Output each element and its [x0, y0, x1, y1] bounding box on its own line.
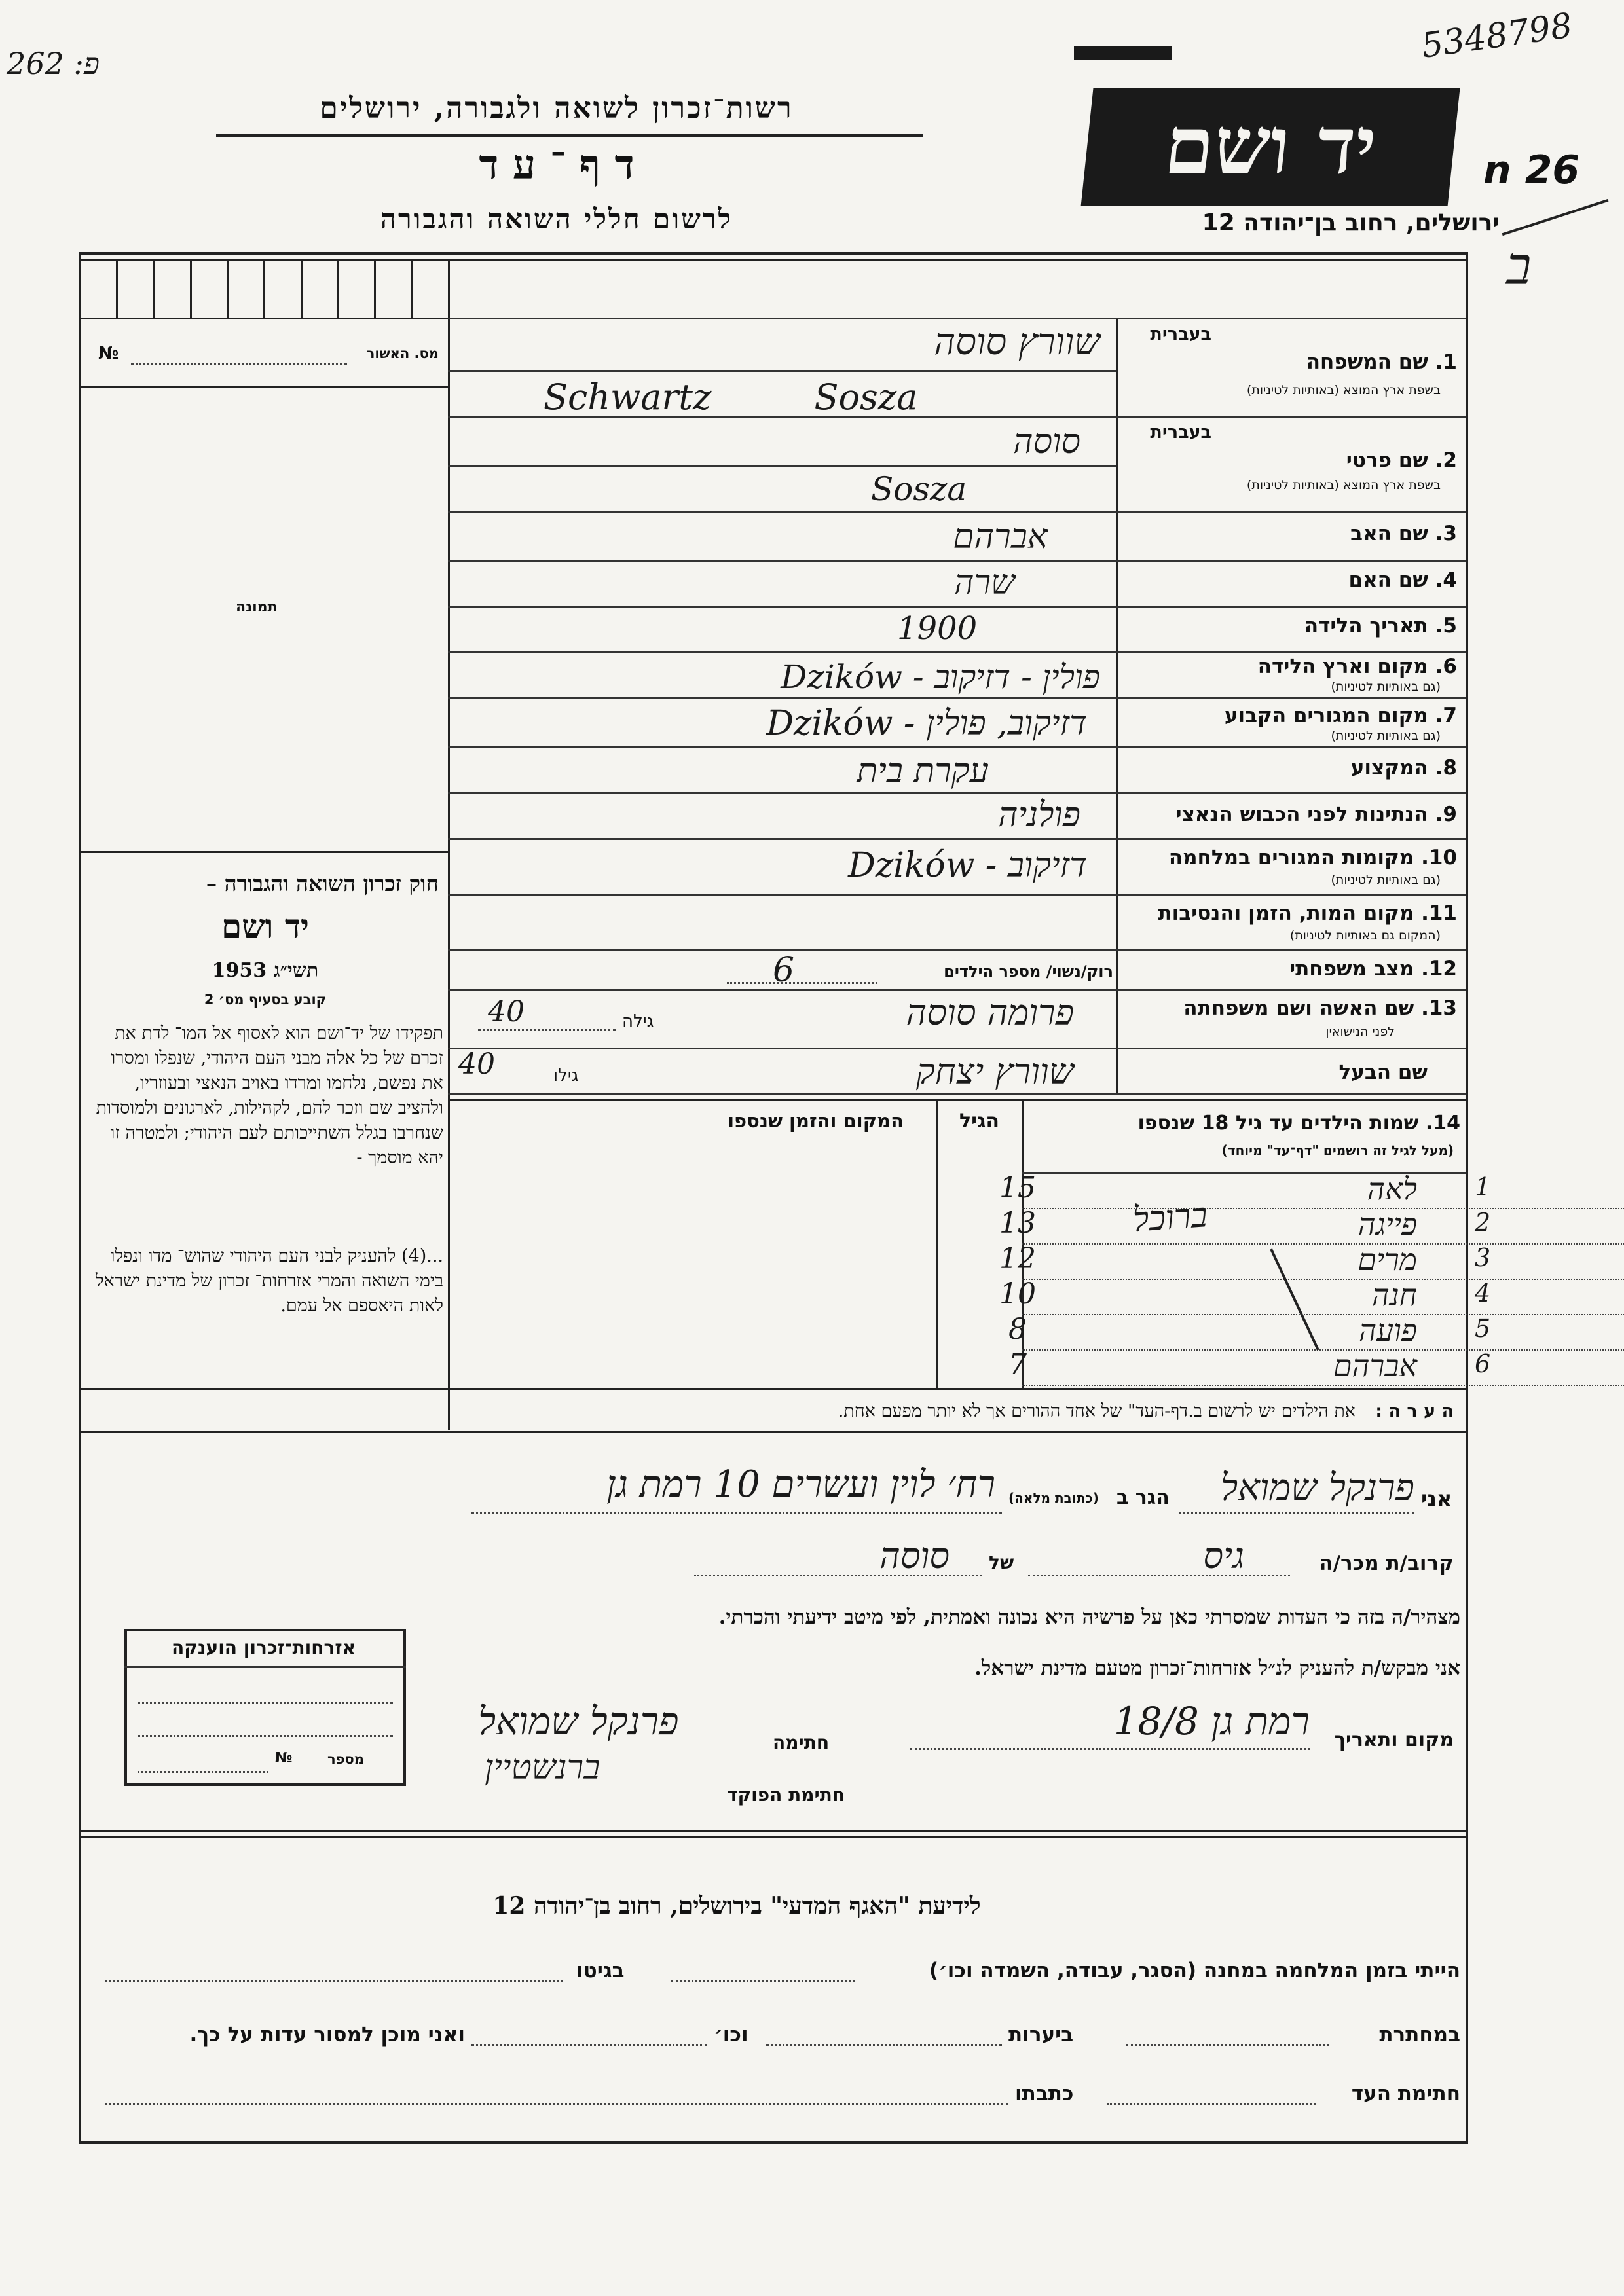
- child-row: [448, 1207, 1491, 1246]
- field-6-value[interactable]: פולין - דזיקוב - Dzików: [781, 658, 1100, 696]
- field-11-num: 11.: [1421, 902, 1457, 925]
- of-name-value[interactable]: סוסה: [879, 1535, 950, 1576]
- child-age[interactable]: 13: [999, 1207, 1036, 1240]
- husband-label: שם הבעל: [1338, 1061, 1428, 1084]
- field-4-num: 4.: [1435, 568, 1457, 592]
- husband-age-value[interactable]: 40: [458, 1048, 495, 1081]
- yad-vashem-logo: [1081, 88, 1460, 206]
- field-7-value[interactable]: דזיקוב, פולין - Dzików: [766, 704, 1087, 743]
- field-9-name: הנתינות לפני הכבוש הנאצי: [1175, 803, 1428, 826]
- field-2-num: 2.: [1435, 448, 1457, 472]
- record-number: 5348798: [1418, 6, 1575, 66]
- child-index-mark: 3: [1475, 1243, 1491, 1272]
- field-10-value[interactable]: דזיקוב - Dzików: [848, 846, 1087, 885]
- field-1-sub: בשפת ארץ המוצא (באותיות לטיניות): [1246, 383, 1441, 397]
- child-row: [448, 1277, 1491, 1317]
- child-age[interactable]: 15: [999, 1171, 1036, 1205]
- field-12-label: [1133, 957, 1457, 981]
- full-address-label: (כתובת מלאה): [1008, 1490, 1099, 1506]
- bottom-line2-blank-2[interactable]: [766, 2044, 1002, 2046]
- citizenship-title: אזרחות־זכרון הוענקה: [172, 1637, 356, 1658]
- child-row: [448, 1313, 1491, 1352]
- logo-corner-mark: [1074, 46, 1172, 60]
- bottom-line3-b: כתבתו: [1015, 2082, 1074, 2105]
- bottom-line2-c: וכו׳: [714, 2023, 748, 2047]
- field-12-name: מצב משפחתי: [1289, 957, 1414, 981]
- child-row: [448, 1171, 1491, 1211]
- bottom-line1-a: הייתי בזמן המלחמה במחנה (הסגר, עבודה, השמדה וכו׳): [929, 1959, 1460, 1982]
- field-6-num: 6.: [1435, 655, 1457, 678]
- row-line: [448, 792, 1466, 794]
- row-line: [448, 894, 1466, 896]
- row-line: [448, 651, 1466, 653]
- declarant-name-line: [1179, 1512, 1414, 1514]
- row-line: [448, 989, 1466, 991]
- field-1-label: [1133, 350, 1457, 374]
- logo-text: יד ושם: [1160, 100, 1381, 192]
- corner-mark: ב: [1506, 236, 1532, 297]
- husband-age-label: גילו: [553, 1066, 579, 1085]
- child-index-mark: 4: [1475, 1279, 1491, 1307]
- law-name: יד ושם: [221, 907, 309, 945]
- signature-value[interactable]: פרנקל שמואל: [478, 1699, 679, 1743]
- field-7-name: מקום המגורים הקבוע: [1224, 704, 1428, 727]
- citizenship-number-label: מספר: [327, 1751, 364, 1767]
- approval-number-line[interactable]: [131, 363, 347, 365]
- field-10-label: [1133, 846, 1457, 869]
- approval-boxes-bottom: [81, 318, 448, 319]
- citizenship-line-2: [138, 1735, 393, 1737]
- field-10-name: מקומות המגורים במלחמה: [1168, 846, 1414, 869]
- declaration-request: אני מבקש/ת להעניק לנ״ל אזרחות־זכרון מטעם מדינת ישראל.: [974, 1656, 1460, 1680]
- wife-age-value[interactable]: 40: [488, 995, 525, 1029]
- child-name[interactable]: חנה: [1371, 1277, 1417, 1313]
- field-8-num: 8.: [1435, 756, 1457, 780]
- field-11-name: מקום המות, הזמן והנסיבות: [1158, 902, 1414, 925]
- form-title: ד ף ־ ע ד: [479, 141, 635, 189]
- declarant-name[interactable]: פרנקל שמואל: [1221, 1467, 1414, 1509]
- child-name[interactable]: אברהם: [1333, 1348, 1417, 1383]
- place-date-value[interactable]: רמת גן 18/8: [1113, 1699, 1310, 1743]
- row-line: [448, 511, 1466, 513]
- bottom-line2-d: ואני מוכן למסור עדות על כך.: [189, 2023, 465, 2047]
- bottom-line2-blank-1[interactable]: [1126, 2044, 1329, 2046]
- bottom-line2-blank-3[interactable]: [471, 2044, 707, 2046]
- field-4-label: [1133, 568, 1457, 592]
- field-8-name: המקצוע: [1350, 756, 1428, 780]
- bottom-line2-b: ביערות: [1008, 2023, 1074, 2047]
- bottom-line1-blank-1[interactable]: [671, 1980, 855, 1982]
- child-name[interactable]: פייגה: [1357, 1207, 1417, 1242]
- field-2-heb-tag: בעברית: [1150, 422, 1211, 443]
- children-margin-note: ברוכל: [1132, 1195, 1209, 1240]
- citizenship-title-underline: [124, 1666, 406, 1668]
- remark-label: ה ע ר ה :: [1375, 1401, 1454, 1421]
- stamp-code: n 26: [1483, 147, 1580, 193]
- bottom-line2-a: במחתרת: [1379, 2023, 1460, 2047]
- citizenship-line-1: [138, 1702, 393, 1704]
- child-index-mark: 6: [1475, 1349, 1491, 1378]
- field-5-num: 5.: [1435, 614, 1457, 638]
- field-13-value[interactable]: פרומה סוסה: [906, 992, 1074, 1033]
- bottom-line3-a: חתימת העד: [1351, 2082, 1460, 2105]
- bottom-line1-blank-2[interactable]: [105, 1980, 563, 1982]
- approval-number-sign: №: [98, 344, 119, 363]
- child-index-mark: 2: [1475, 1208, 1491, 1237]
- children-title: 14. שמות הילדים עד גיל 18 שנספו: [1137, 1112, 1460, 1135]
- field-3-num: 3.: [1435, 522, 1457, 545]
- row-line: [448, 697, 1466, 699]
- photo-label: תמונה: [236, 599, 278, 615]
- field-11-label: [1133, 902, 1457, 925]
- file-number: 262 :פ: [7, 46, 100, 81]
- field-13-num: 13.: [1421, 996, 1457, 1020]
- family-status-line: [727, 982, 877, 984]
- authority-underline: [216, 134, 923, 137]
- field-5-name: תאריך הלידה: [1304, 614, 1428, 638]
- field-6-sub: (גם באותיות לטיניות): [1331, 680, 1441, 694]
- field-2-label: [1133, 448, 1457, 472]
- field-12-num: 12.: [1421, 957, 1457, 981]
- field-8-label: [1133, 756, 1457, 780]
- wife-age-line: [478, 1029, 616, 1031]
- child-index-mark: 1: [1475, 1173, 1491, 1201]
- declarant-address-line: [471, 1512, 1002, 1514]
- children-top: [448, 1099, 1466, 1101]
- husband-value[interactable]: שוורץ יצחק: [916, 1051, 1074, 1092]
- row-line: [448, 465, 1116, 467]
- declaration-statement: מצהיר/ה בזה כי העדות שמסרתי כאן על פרשיה היא נכונה ואמתית, לפי מיטב ידיעתי והכרתי.: [718, 1605, 1460, 1629]
- field-10-sub: (גם באותיות לטיניות): [1331, 873, 1441, 887]
- children-age-header: הגיל: [959, 1110, 999, 1133]
- bottom-line3-blank-1[interactable]: [1107, 2103, 1316, 2105]
- row-line: [448, 606, 1466, 608]
- row-line: [448, 949, 1466, 951]
- field-9-label: [1133, 803, 1457, 826]
- remark-text: את הילדים יש לרשום ב.דף-העד" של אחד ההורים אך לא יותר מפעם אחת.: [838, 1401, 1356, 1421]
- field-1-heb-tag: בעברית: [1150, 324, 1211, 344]
- field-5-label: [1133, 614, 1457, 638]
- field-2-value-lat[interactable]: Sosza: [871, 470, 967, 508]
- field-9-value[interactable]: פולניה: [998, 795, 1080, 835]
- official-signature-label: חתימת הפוקד: [727, 1784, 845, 1806]
- field-10-num: 10.: [1421, 846, 1457, 869]
- field-9-num: 9.: [1435, 803, 1457, 826]
- field-4-value[interactable]: שרה: [954, 563, 1015, 602]
- bottom-title: לידיעת "האגף המדעי" בירושלים, רחוב בן־יהודה 12: [492, 1892, 981, 1920]
- field-1-value-heb[interactable]: שוורץ סוסה: [934, 321, 1100, 363]
- field-1-value-lat[interactable]: Schwartz Sosza: [544, 376, 918, 418]
- field-13-label: [1133, 996, 1457, 1020]
- form-subtitle: לרשום חללי השואה והגבורה: [380, 203, 733, 235]
- field-1-name: שם המשפחה: [1306, 350, 1428, 374]
- law-section: קובע בסעיף מס׳ 2: [204, 992, 327, 1008]
- address-text: ירושלים, רחוב בן־יהודה 12: [1202, 210, 1500, 236]
- child-age[interactable]: 7: [1008, 1348, 1027, 1381]
- relative-label: קרוב/ת מכר/ה: [1319, 1552, 1454, 1575]
- labels-divider: [1116, 318, 1118, 1093]
- bottom-separator-2: [81, 1836, 1466, 1838]
- approval-boxes: [81, 259, 448, 318]
- row-line: [448, 838, 1466, 840]
- field-2-value-heb[interactable]: סוסה: [1013, 422, 1080, 462]
- field-6-label: [1133, 655, 1457, 678]
- child-name[interactable]: לאה: [1367, 1171, 1417, 1207]
- row-line: [448, 1093, 1466, 1095]
- citizenship-number-line: [138, 1771, 268, 1773]
- field-7-num: 7.: [1435, 704, 1457, 727]
- field-13-name: שם האשה ושם משפחתה: [1183, 996, 1414, 1020]
- authority-name: רשות־זכרון לשואה ולגבורה, ירושלים: [320, 92, 794, 125]
- wife-age-label: גילה: [622, 1011, 654, 1031]
- child-index-mark: 5: [1475, 1314, 1491, 1343]
- row-line: [448, 370, 1116, 372]
- family-status-value[interactable]: 6: [773, 951, 795, 990]
- law-year: תשי״ג 1953: [212, 959, 319, 982]
- field-3-name: שם האב: [1350, 522, 1428, 545]
- row-line: [448, 318, 1466, 319]
- child-name[interactable]: פועה: [1359, 1313, 1417, 1348]
- field-7-sub: (גם באותיות לטיניות): [1331, 729, 1441, 743]
- place-date-label: מקום ותאריך: [1334, 1728, 1454, 1751]
- field-6-name: מקום וארץ הלידה: [1257, 655, 1428, 678]
- law-title: חוק זכרון השואה והגבורה –: [206, 871, 439, 896]
- child-row-line: [1022, 1385, 1624, 1386]
- of-label: של: [989, 1552, 1014, 1573]
- remark-top: [81, 1388, 1466, 1390]
- row-line: [448, 746, 1466, 748]
- law-text-2: ...(4) להעניק לבני העם היהודי שהוש־ מדו ונפלו בימי השואה והמרי אזרחות־ זכרון של מדינת ישראל לאות היאספם אל עמם.: [95, 1246, 443, 1316]
- declarant-address[interactable]: רח׳ לוין ועשרים 10 רמת גן: [606, 1463, 995, 1506]
- relation-line: [1028, 1575, 1290, 1576]
- place-date-line: [910, 1748, 1310, 1750]
- child-age[interactable]: 10: [999, 1277, 1036, 1311]
- photo-bottom: [81, 851, 448, 853]
- children-subtitle: (מעל לגיל זה רושמים "דף־עד" מיוחד): [1221, 1142, 1454, 1158]
- child-age[interactable]: 12: [999, 1242, 1036, 1275]
- children-place-header: המקום והזמן שנספו: [728, 1110, 904, 1132]
- field-2-name: שם פרטי: [1346, 448, 1428, 472]
- child-row: [448, 1348, 1491, 1387]
- field-13-sub: לפני הנישואין: [1325, 1025, 1395, 1039]
- field-4-name: שם האם: [1348, 568, 1428, 592]
- of-name-line: [694, 1575, 982, 1576]
- relation-value[interactable]: גיס: [1203, 1535, 1244, 1576]
- field-5-value[interactable]: 1900: [897, 610, 978, 647]
- field-3-label: [1133, 522, 1457, 545]
- resides-label: הגר ב: [1116, 1486, 1170, 1509]
- child-age[interactable]: 8: [1008, 1313, 1027, 1346]
- bottom-separator-1: [81, 1830, 1466, 1832]
- official-signature[interactable]: ברנשטיין: [485, 1748, 600, 1787]
- citizenship-number-sign: №: [275, 1750, 293, 1766]
- approval-label: מס. האשור: [366, 346, 439, 361]
- remark-bottom: [81, 1431, 1466, 1433]
- corner-pen-stroke: [1502, 199, 1609, 236]
- bottom-line1-b: בגיטו: [576, 1959, 625, 1982]
- field-3-value[interactable]: אברהם: [953, 517, 1048, 556]
- law-text-1: תפקידו של יד־ושם הוא לאסוף אל המו־ לדת את זכרם של כל אלה מבני העם היהודי, שנפלו ומסרו את נפשם, נלחמו ומרדו באויב הנאצי ובעוזריו, ולהציב שם וזכר להם, לקהילות, לארגונים ולמוסדות שנחרבו בגלל השתייכותם לעם היהודי; ולמטרה זו יהא מוסמך -: [96, 1023, 443, 1168]
- family-status-label: רוק/נשוי/ מספר הילדים: [944, 962, 1113, 981]
- field-8-value[interactable]: עקרת בית: [857, 752, 989, 791]
- approval-row-bottom: [81, 386, 448, 388]
- field-2-sub: בשפת ארץ המוצא (באותיות לטיניות): [1246, 478, 1441, 492]
- declaration-i: אני: [1421, 1486, 1452, 1511]
- bottom-line3-blank-2[interactable]: [105, 2103, 1008, 2105]
- field-1-num: 1.: [1435, 350, 1457, 374]
- row-line: [448, 560, 1466, 562]
- field-7-label: [1133, 704, 1457, 727]
- field-11-sub: (המקום גם באותיות לטיניות): [1289, 928, 1441, 943]
- child-name[interactable]: מרים: [1357, 1242, 1417, 1277]
- child-row: [448, 1242, 1491, 1281]
- row-line: [448, 1048, 1466, 1049]
- signature-label: חתימה: [773, 1732, 830, 1753]
